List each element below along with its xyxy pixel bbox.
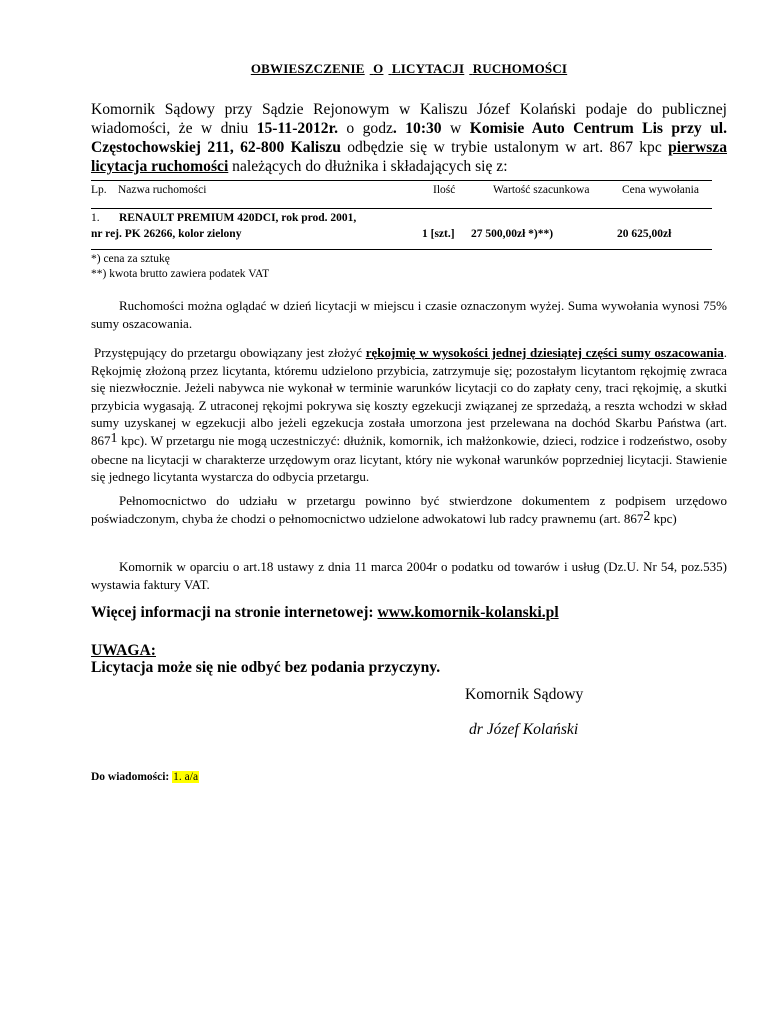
page-title xyxy=(91,61,727,77)
deposit-paragraph xyxy=(91,344,727,486)
row-lp: 1. xyxy=(91,212,100,224)
auction-place: Komisie Auto Centrum Lis przy ul. Częstochowskiej 211, 62-800 Kaliszu xyxy=(91,120,727,156)
row-value: 27 500,00zł *)**) xyxy=(471,228,554,240)
deposit-text: kpc). W przetargu nie mogą uczestniczyć: dłużnik, komornik, ich małżonkowie, dzieci, rodzice i rodzeństwo, osoby obecne na licytacji w charakterze urzędowym oraz licytant, który nie wykonał warunków poprzedniej licytacji. Stawienie się jednego licytanta wystarcza do odbycia przetargu. xyxy=(91,432,727,485)
deposit-text: Przystępujący do przetargu obowiązany jest złożyć xyxy=(94,345,366,360)
attorney-text: kpc) xyxy=(650,510,677,526)
title-word: OBWIESZCZENIE xyxy=(250,61,365,76)
intro-text: należących do dłużnika i składających się z: xyxy=(228,158,508,175)
auction-date: 15-11-2012r. xyxy=(256,120,338,137)
column-header-value: Wartość szacunkowa xyxy=(493,184,590,196)
footnote-vat: **) kwota brutto zawiera podatek VAT xyxy=(91,268,270,280)
title-word: RUCHOMOŚCI xyxy=(472,61,568,76)
intro-text: Komornik Sądowy przy Sądzie Rejonowym w Kaliszu Józef Kolański podaje do publicznej wiadomości, że w dniu xyxy=(91,101,727,137)
row-price: 20 625,00zł xyxy=(617,228,672,240)
distribution-footer xyxy=(91,771,199,783)
table-top-rule xyxy=(91,180,712,181)
intro-text: o godz xyxy=(338,120,393,137)
column-header-price: Cena wywołania xyxy=(622,184,699,196)
superscript-1: 1 xyxy=(110,430,118,446)
title-word: O xyxy=(373,61,384,76)
website-link[interactable]: www.komornik-kolanski.pl xyxy=(377,604,559,621)
column-header-name: Nazwa ruchomości xyxy=(118,184,207,196)
column-header-lp: Lp. xyxy=(91,184,107,196)
table-header-rule xyxy=(91,208,712,209)
signature-role: Komornik Sądowy xyxy=(465,686,584,703)
superscript-2: 2 xyxy=(643,508,651,524)
deposit-amount: rękojmię w wysokości jednej dziesiątej części sumy oszacowania xyxy=(365,345,724,360)
intro-text: odbędzie się w trybie ustalonym w art. 867 kpc xyxy=(340,139,669,156)
notice-text: Licytacja może się nie odbyć bez podania przyczyny. xyxy=(91,659,441,676)
distribution-value: 1. a/a xyxy=(173,771,199,783)
more-info-label: Więcej informacji na stronie internetowej: xyxy=(91,604,378,621)
intro-paragraph xyxy=(91,100,727,176)
footnote-price: *) cena za sztukę xyxy=(91,253,170,265)
power-of-attorney-paragraph xyxy=(91,492,727,528)
viewing-paragraph: Ruchomości można oglądać w dzień licytacji w miejscu i czasie oznaczonym wyżej. Suma wywołania wynosi 75% sumy oszacowania. xyxy=(91,298,727,331)
distribution-label: Do wiadomości: xyxy=(91,771,173,783)
table-bottom-rule xyxy=(91,249,712,250)
intro-text: w xyxy=(441,120,470,137)
attorney-text: Pełnomocnictwo do udziału w przetargu powinno być stwierdzone dokumentem z podpisem urzędowo poświadczonym, chyba że chodzi o pełnomocnictwo udzielone adwokatowi lub radcy prawnemu (art. 867 xyxy=(91,493,727,526)
more-info xyxy=(91,604,559,622)
vat-invoice-paragraph: Komornik w oparciu o art.18 ustawy z dnia 11 marca 2004r o podatku od towarów i usług (Dz.U. Nr 54, poz.535) wystawia faktury VAT. xyxy=(91,559,727,592)
row-name-line1: RENAULT PREMIUM 420DCI, rok prod. 2001, xyxy=(119,212,357,224)
notice-heading: UWAGA: xyxy=(91,642,156,659)
row-qty: 1 [szt.] xyxy=(422,228,455,240)
row-name-line2: nr rej. PK 26266, kolor zielony xyxy=(91,228,242,240)
deposit-text: . Rękojmię złożoną przez licytanta, któremu udzielono przybicia, zatrzymuje się; pozostałym licytantom rękojmię zwraca się niezwłocznie. Jeżeli nabywca nie wykonał w terminie warunków licytacji co do zapłaty ceny, traci rękojmię, a skutki przybicia wygasają. Z utraconej rękojmi pokrywa się koszty egzekucji związanej ze sprzedażą, a reszta wchodzi w skład sumy uzyskanej w egzekucji albo jeżeli egzekucja została umorzona jest przelewana na dochód Skarbu Państwa (art. 867 xyxy=(91,345,728,448)
column-header-qty: Ilość xyxy=(433,184,456,196)
signature-name: dr Józef Kolański xyxy=(469,721,579,738)
first-auction-label: pierwsza licytacja ruchomości xyxy=(91,139,727,175)
title-word: LICYTACJI xyxy=(391,61,465,76)
auction-time: . 10:30 xyxy=(392,120,442,137)
